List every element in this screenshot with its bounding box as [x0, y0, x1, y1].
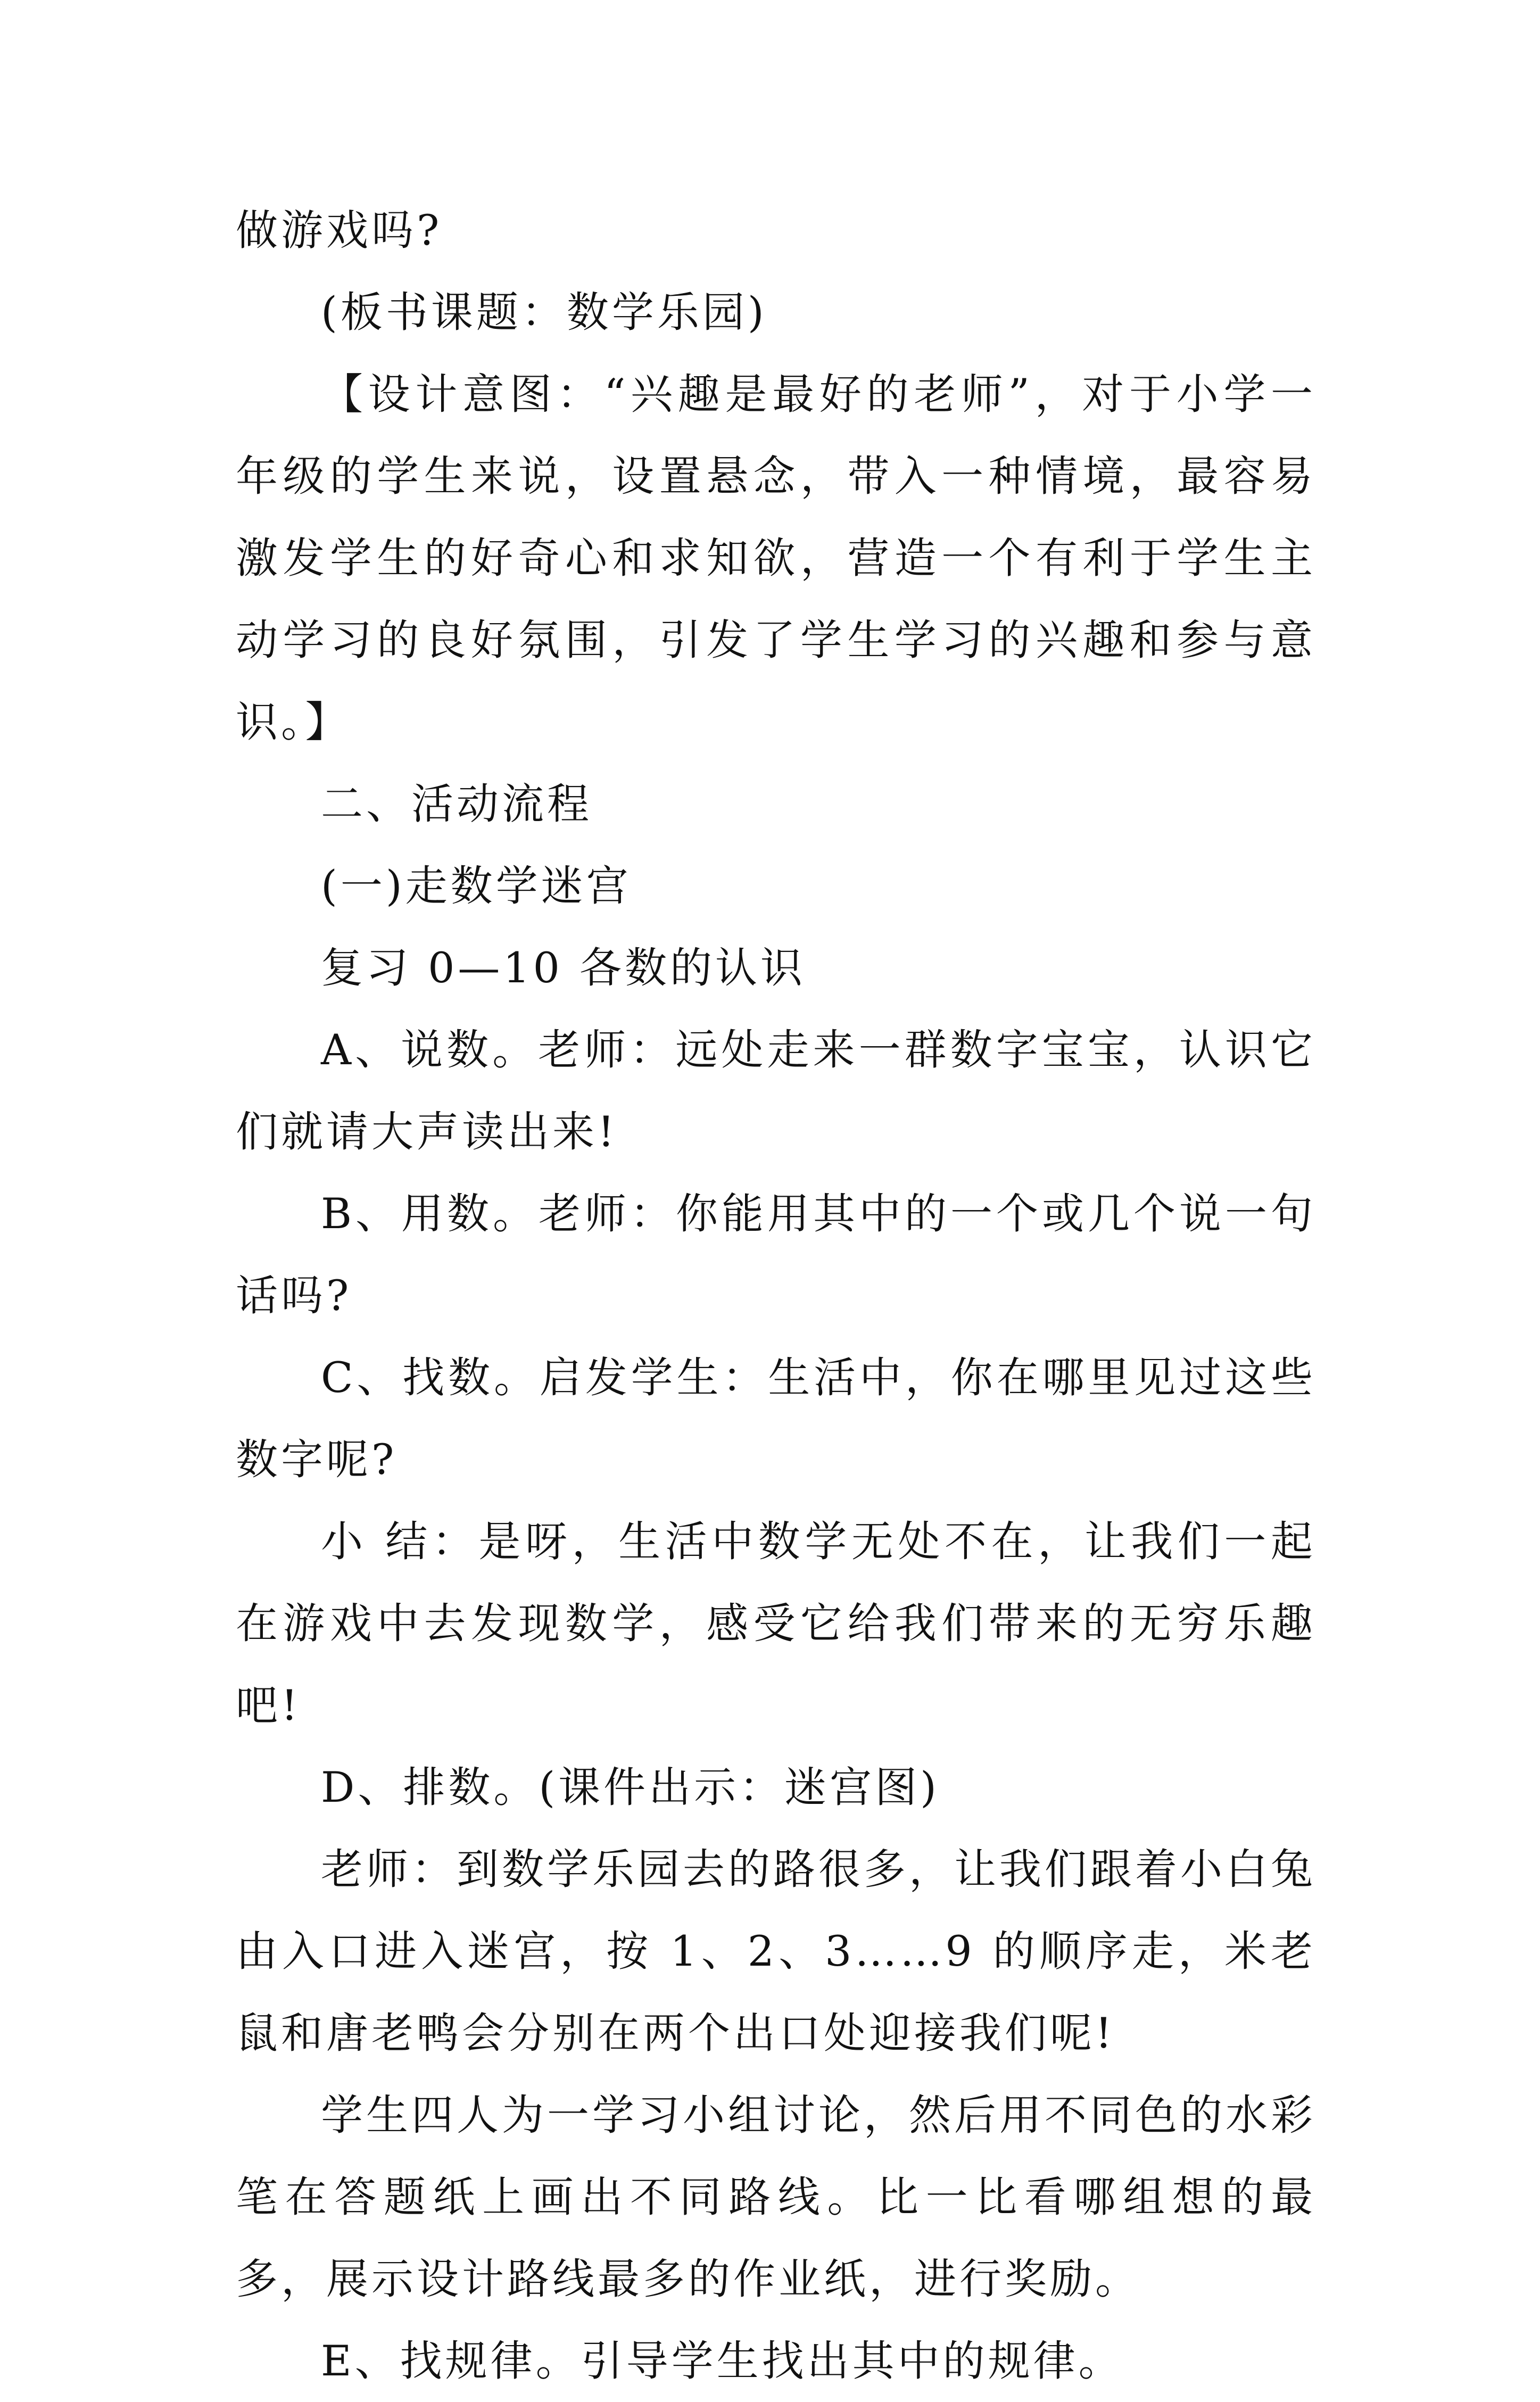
paragraph-11: D、排数。(课件出示：迷宫图) [321, 1763, 940, 1812]
paragraph-10: 小 结：是呀，生活中数学无处不在，让我们一起在游戏中去发现数学，感受它给我们带来的无穷乐趣吧! [236, 1517, 1316, 1730]
paragraph-13: 学生四人为一学习小组讨论，然后用不同色的水彩笔在答题纸上画出不同路线。比一比看哪组想的最多，展示设计路线最多的作业纸，进行奖励。 [236, 2091, 1316, 2304]
paragraph-6: 复习 0—10 各数的认识 [321, 943, 806, 992]
paragraph-5: (一)走数学迷宫 [321, 862, 632, 910]
document-body [236, 189, 1316, 2402]
paragraph-1: 做游戏吗? [236, 206, 443, 255]
paragraph-4: 二、活动流程 [321, 780, 592, 829]
paragraph-12: 老师：到数学乐园去的路很多，让我们跟着小白兔由入口进入迷宫，按 1、2、3……9 的顺序走，米老鼠和唐老鸭会分别在两个出口处迎接我们呢! [236, 1845, 1316, 2058]
paragraph-14: E、找规律。引导学生找出其中的规律。 [321, 2337, 1124, 2386]
paragraph-8: B、用数。老师：你能用其中的一个或几个说一句话吗? [236, 1189, 1316, 1320]
paragraph-9: C、找数。启发学生：生活中，你在哪里见过这些数字呢? [236, 1353, 1316, 1484]
paragraph-2: (板书课题：数学乐园) [321, 288, 767, 337]
paragraph-3: 【设计意图：“兴趣是最好的老师”，对于小学一年级的学生来说，设置悬念，带入一种情境，最容易激发学生的好奇心和求知欲，营造一个有利于学生主动学习的良好氛围，引发了学生学习的兴趣和参与意识。】 [236, 370, 1316, 747]
paragraph-7: A、说数。老师：远处走来一群数字宝宝，认识它们就请大声读出来! [236, 1025, 1316, 1156]
